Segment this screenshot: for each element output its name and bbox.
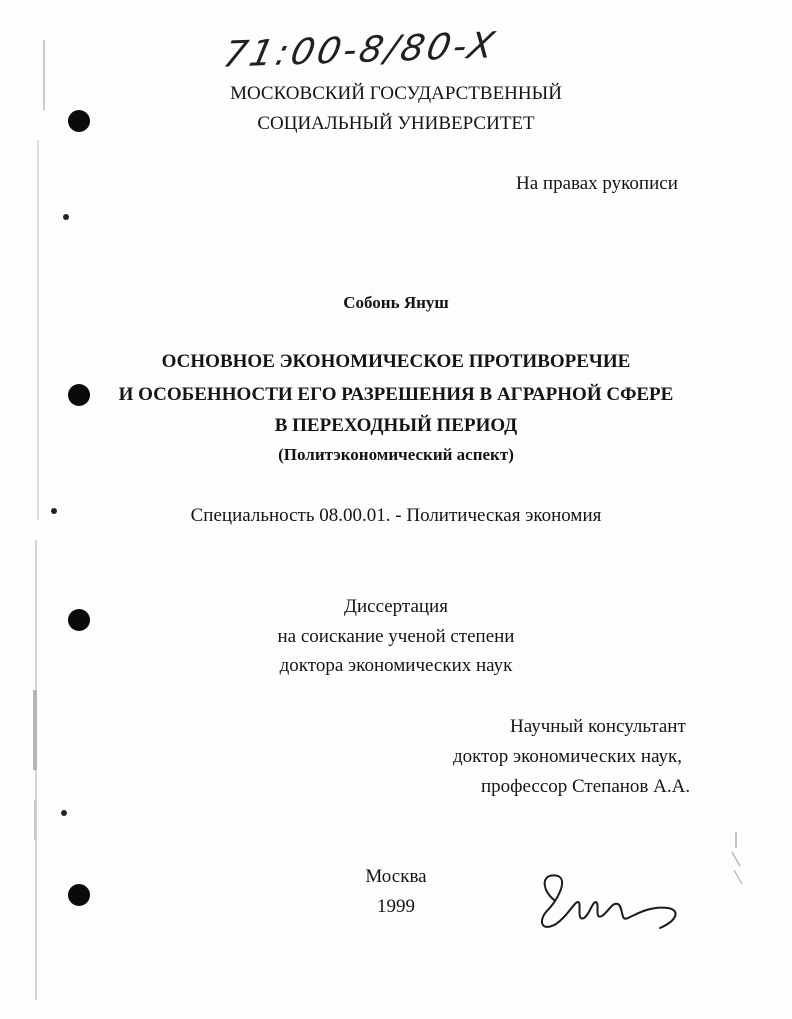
binder-hole-3 [68, 609, 90, 631]
scan-speck [51, 508, 57, 514]
dissertation-line3: доктора экономических наук [279, 655, 513, 676]
scan-noise [722, 828, 752, 888]
university-name-line2: СОЦИАЛЬНЫЙ УНИВЕРСИТЕТ [257, 113, 535, 134]
manuscript-rights-note: На правах рукописи [516, 173, 678, 194]
university-name-line1: МОСКОВСКИЙ ГОСУДАРСТВЕННЫЙ [230, 83, 562, 104]
author-name: Собонь Януш [343, 293, 449, 312]
dissertation-line1: Диссертация [344, 596, 448, 617]
scan-speck [61, 810, 67, 816]
consultant-line2: доктор экономических наук, [453, 746, 683, 767]
dissertation-line2: на соискание ученой степени [277, 626, 515, 647]
consultant-line1: Научный консультант [510, 716, 686, 737]
binder-hole-2 [68, 384, 90, 406]
consultant-line3: профессор Степанов А.А. [481, 776, 691, 797]
catalog-number: 71:00-8/80-X [219, 25, 501, 76]
scan-speck [63, 214, 69, 220]
binder-hole-1 [68, 110, 90, 132]
year: 1999 [377, 896, 415, 917]
city: Москва [365, 866, 427, 887]
binder-hole-4 [68, 884, 90, 906]
handwritten-signature [528, 862, 690, 936]
title-subtitle: (Политэкономический аспект) [278, 445, 514, 464]
title-line1: ОСНОВНОЕ ЭКОНОМИЧЕСКОЕ ПРОТИВОРЕЧИЕ [161, 351, 631, 372]
title-line3: В ПЕРЕХОДНЫЙ ПЕРИОД [274, 415, 518, 436]
title-line2: И ОСОБЕННОСТИ ЕГО РАЗРЕШЕНИЯ В АГРАРНОЙ СФЕРЕ [118, 384, 674, 405]
specialty-line: Специальность 08.00.01. - Политическая экономия [190, 505, 602, 526]
